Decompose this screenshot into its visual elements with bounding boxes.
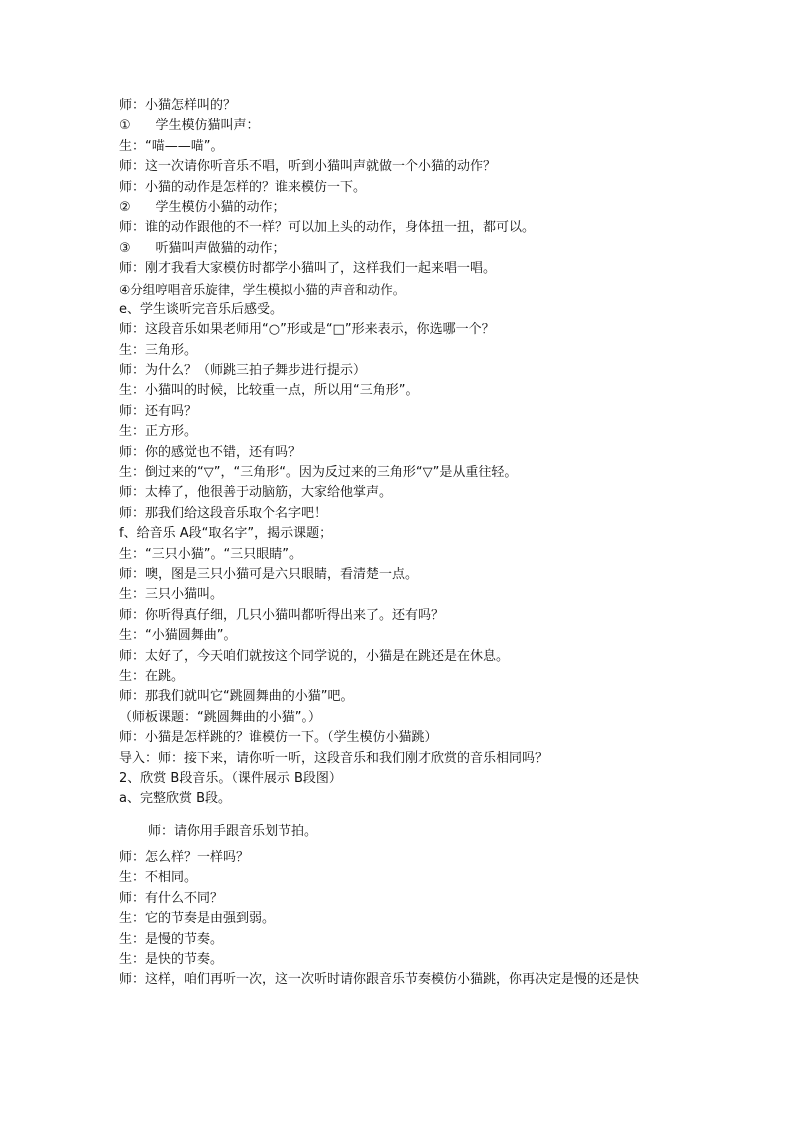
text-line: f、给音乐 A段“取名字”，揭示课题；: [119, 526, 333, 542]
text-line: 师：怎么样？一样吗？: [119, 850, 250, 866]
text-line: 师：小猫的动作是怎样的？谁来模仿一下。: [119, 179, 367, 195]
text-line: 师：谁的动作跟他的不一样？可以加上头的动作，身体扭一扭，都可以。: [119, 220, 536, 236]
text-line: 师：刚才我看大家模仿时都学小猫叫了，这样我们一起来唱一唱。: [119, 261, 497, 277]
text-line: 生：三只小猫叫。: [119, 587, 224, 603]
text-line: 师：那我们就叫它“跳圆舞曲的小猫”吧。: [119, 689, 354, 705]
text-line: 师：这样，咱们再听一次，这一次听时请你跟音乐节奏模仿小猫跳，你再决定是慢的还是快: [119, 972, 640, 988]
text-line: 生：在跳。: [119, 668, 185, 684]
text-line: 生：不相同。: [119, 870, 198, 886]
text-line: e、学生谈听完音乐后感受。: [119, 301, 283, 317]
text-line: 生：是慢的节奏。: [119, 931, 224, 947]
text-line: 师：你听得真仔细，几只小猫叫都听得出来了。还有吗？: [119, 607, 445, 623]
text-line: 师：噢，图是三只小猫可是六只眼睛，看清楚一点。: [119, 566, 419, 582]
text-line: 2、欣赏 B段音乐。（课件展示 B段图）: [119, 770, 342, 786]
text-line: 生：它的节奏是由强到弱。: [119, 911, 276, 927]
text-line: 生：“三只小猫”。“三只眼睛”。: [119, 546, 302, 562]
text-line: 师：太好了，今天咱们就按这个同学说的，小猫是在跳还是在休息。: [119, 648, 510, 664]
text-line: 师：你的感觉也不错，还有吗？: [119, 444, 302, 460]
text-line: 生：三角形。: [119, 342, 198, 358]
text-line: 生：是快的节奏。: [119, 952, 224, 968]
text-line: 生：“小猫圆舞曲”。: [119, 628, 237, 644]
text-line: 师：太棒了，他很善于动脑筋，大家给他掌声。: [119, 485, 393, 501]
text-line: 生：小猫叫的时候，比较重一点，所以用“三角形”。: [119, 383, 419, 399]
text-line: 师：有什么不同？: [119, 890, 224, 906]
text-line: 师：小猫是怎样跳的？谁模仿一下。（学生模仿小猫跳）: [119, 730, 438, 746]
text-line: 生：“喵——喵”。: [119, 138, 224, 154]
text-line: 师：那我们给这段音乐取个名字吧！: [119, 505, 328, 521]
text-line: ③ 听猫叫声做猫的动作；: [119, 240, 286, 256]
text-line: 师：为什么？（师跳三拍子舞步进行提示）: [119, 363, 367, 379]
text-line: a、完整欣赏 B段。: [119, 791, 232, 807]
text-line: ② 学生模仿小猫的动作；: [119, 199, 286, 215]
text-line: （师板课题：“跳圆舞曲的小猫”。）: [119, 709, 321, 725]
text-line: 师：小猫怎样叫的？: [119, 98, 237, 113]
text-line: 师：这段音乐如果老师用“○”形或是“□”形来表示，你选哪一个？: [119, 322, 495, 338]
text-line: ④分组哼唱音乐旋律，学生模拟小猫的声音和动作。: [119, 281, 406, 297]
text-line: 师：还有吗？: [119, 403, 198, 419]
text-line: ① 学生模仿猫叫声：: [119, 118, 260, 134]
text-line: 生：正方形。: [119, 424, 198, 440]
text-line: 生：倒过来的“▽”，“三角形“。因为反过来的三角形“▽”是从重往轻。: [119, 465, 518, 481]
lesson-transcript: [119, 96, 699, 991]
text-line: 导入：师：接下来，请你听一听，这段音乐和我们刚才欣赏的音乐相同吗？: [119, 750, 549, 766]
text-line: 师：这一次请你听音乐不唱，听到小猫叫声就做一个小猫的动作？: [119, 159, 497, 175]
text-line: 师：请你用手跟音乐划节拍。: [148, 823, 318, 839]
